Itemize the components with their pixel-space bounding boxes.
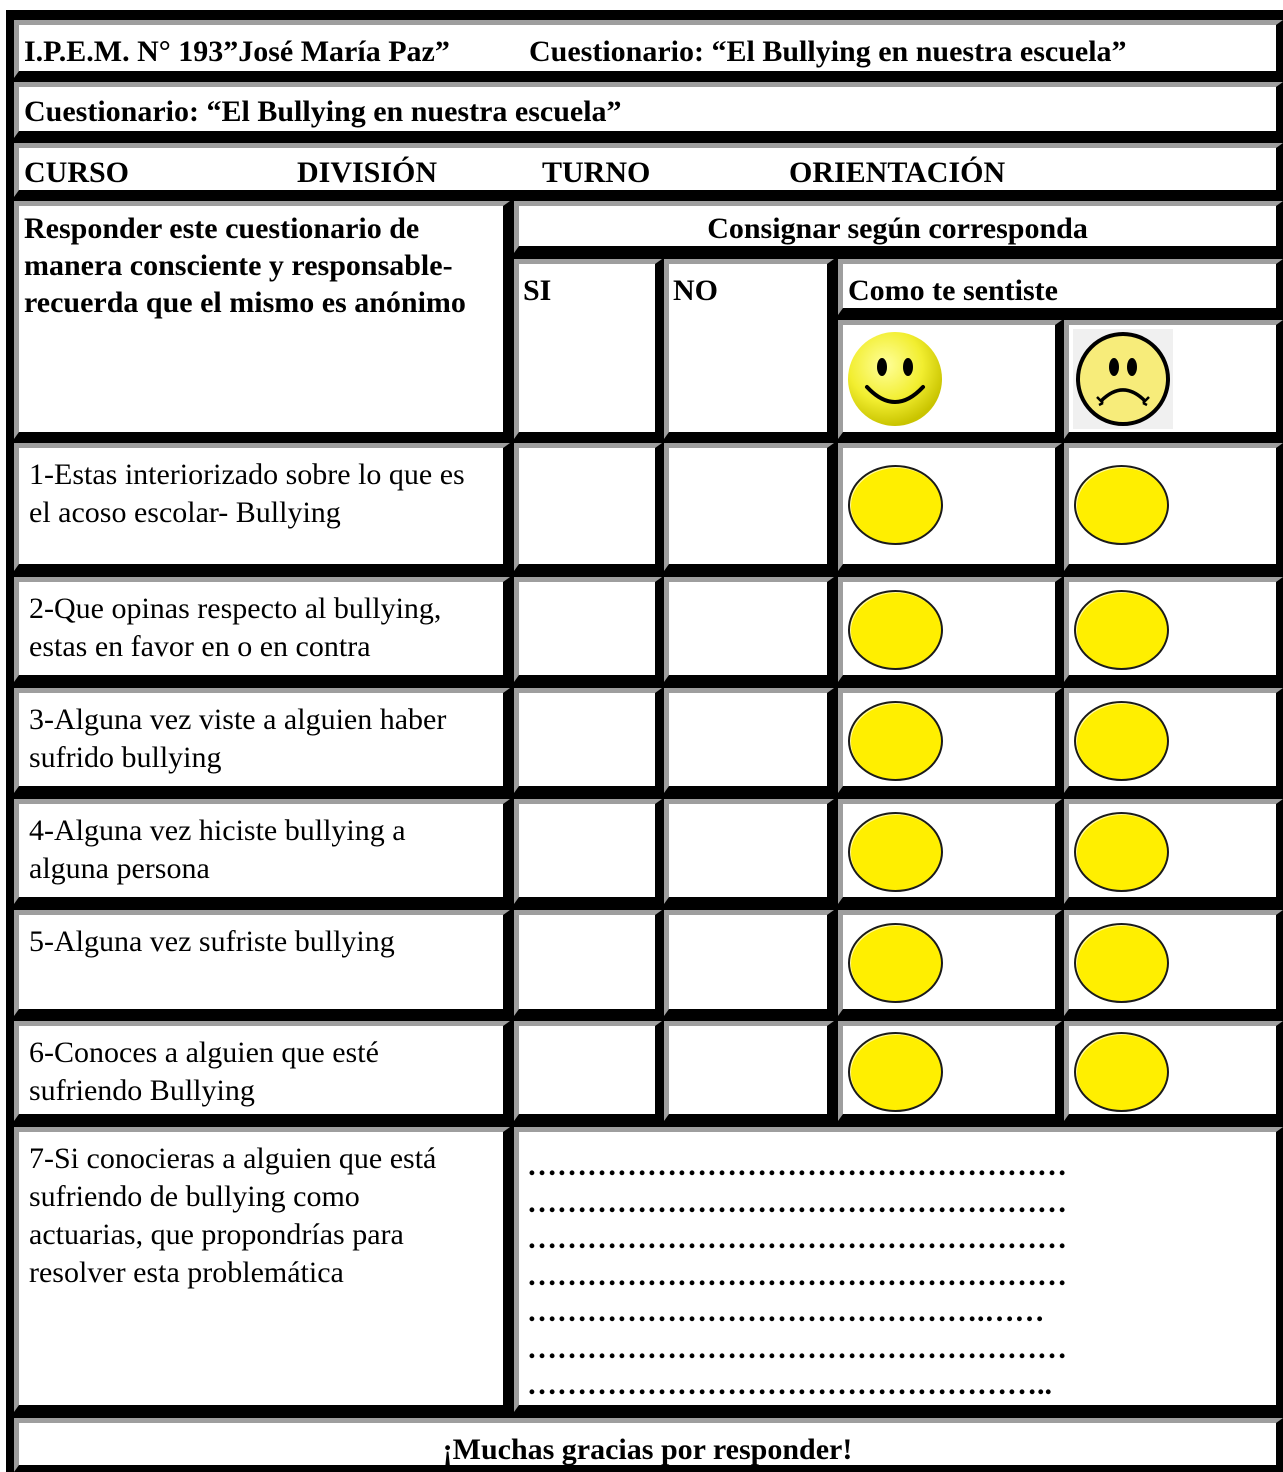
question-cell — [14, 688, 510, 793]
sad-answer-cell[interactable] — [1064, 1021, 1283, 1121]
instructions-cell — [14, 201, 510, 439]
instructions-text: Responder este cuestionario de manera consciente y responsable- recuerda que el mismo es anónimo — [24, 212, 466, 319]
feeling-header-cell — [838, 259, 1283, 315]
no-answer-cell[interactable] — [664, 688, 834, 793]
happy-answer-cell[interactable] — [838, 1021, 1062, 1121]
no-answer-cell[interactable] — [664, 1021, 834, 1121]
sad-icon-cell — [1064, 320, 1283, 439]
no-header-cell — [664, 259, 834, 439]
open-question-text: 7-Si conocieras a alguien que está sufriendo de bullying como actuarias, que propondrías para resolver esta problemática — [29, 1142, 437, 1289]
si-answer-cell[interactable] — [514, 1021, 662, 1121]
sad-answer-cell[interactable] — [1064, 799, 1283, 904]
question-text: 4-Alguna vez hiciste bullying a alguna persona — [29, 814, 406, 885]
header-title: Cuestionario: “El Bullying en nuestra escuela” — [529, 35, 1127, 68]
footer-cell — [14, 1418, 1283, 1472]
subtitle: Cuestionario: “El Bullying en nuestra escuela” — [24, 95, 622, 128]
si-answer-cell[interactable] — [514, 688, 662, 793]
school-name: I.P.E.M. N° 193”José María Paz” — [24, 35, 450, 68]
no-answer-cell[interactable] — [664, 577, 834, 682]
happy-answer-cell[interactable] — [838, 577, 1062, 682]
sad-answer-cell[interactable] — [1064, 688, 1283, 793]
field-division: DIVISIÓN — [297, 156, 438, 189]
question-text: 3-Alguna vez viste a alguien haber sufrido bullying — [29, 703, 447, 774]
question-cell — [14, 910, 510, 1016]
happy-answer-cell[interactable] — [838, 799, 1062, 904]
question-cell — [14, 799, 510, 904]
happy-choice-circle[interactable] — [848, 923, 943, 1003]
sad-choice-circle[interactable] — [1074, 1032, 1169, 1112]
no-answer-cell[interactable] — [664, 443, 834, 571]
field-turno: TURNO — [542, 156, 651, 189]
si-answer-cell[interactable] — [514, 799, 662, 904]
sad-choice-circle[interactable] — [1074, 923, 1169, 1003]
happy-answer-cell[interactable] — [838, 688, 1062, 793]
smiley-face-icon — [845, 329, 945, 429]
happy-choice-circle[interactable] — [848, 701, 943, 781]
no-label: NO — [673, 274, 718, 307]
question-text: 1-Estas interiorizado sobre lo que es el acoso escolar- Bullying — [29, 458, 465, 529]
si-answer-cell[interactable] — [514, 443, 662, 571]
happy-choice-circle[interactable] — [848, 812, 943, 892]
field-orientacion: ORIENTACIÓN — [789, 156, 1006, 189]
open-answer-area[interactable] — [514, 1127, 1283, 1412]
sad-face-icon — [1073, 329, 1173, 429]
si-header-cell — [514, 259, 662, 439]
sad-answer-cell[interactable] — [1064, 910, 1283, 1016]
question-text: 2-Que opinas respecto al bullying, estas en favor en o en contra — [29, 592, 442, 663]
happy-icon-cell — [838, 320, 1062, 439]
happy-answer-cell[interactable] — [838, 443, 1062, 571]
answer-dotted-lines: ……………………………………………… ……………………………………………… ……………………………………………… ……………………………………………… ……………………………………….…… ……………………………………………… …………………………………………….. — [527, 1149, 1067, 1401]
fields-cell — [14, 143, 1283, 197]
header-cell — [14, 20, 1283, 78]
no-answer-cell[interactable] — [664, 799, 834, 904]
column-group-header — [514, 201, 1283, 253]
si-label: SI — [523, 274, 552, 307]
sad-choice-circle[interactable] — [1074, 590, 1169, 670]
sad-choice-circle[interactable] — [1074, 465, 1169, 545]
field-curso: CURSO — [24, 156, 130, 189]
sad-choice-circle[interactable] — [1074, 812, 1169, 892]
subtitle-cell — [14, 82, 1283, 138]
happy-choice-circle[interactable] — [848, 590, 943, 670]
open-question-cell — [14, 1127, 510, 1412]
question-text: 5-Alguna vez sufriste bullying — [29, 925, 395, 958]
question-cell — [14, 443, 510, 571]
footer-thanks: ¡Muchas gracias por responder! — [442, 1433, 853, 1466]
column-group-label: Consignar según corresponda — [707, 212, 1088, 245]
happy-choice-circle[interactable] — [848, 465, 943, 545]
sad-answer-cell[interactable] — [1064, 577, 1283, 682]
si-answer-cell[interactable] — [514, 577, 662, 682]
happy-answer-cell[interactable] — [838, 910, 1062, 1016]
no-answer-cell[interactable] — [664, 910, 834, 1016]
happy-choice-circle[interactable] — [848, 1032, 943, 1112]
si-answer-cell[interactable] — [514, 910, 662, 1016]
sad-choice-circle[interactable] — [1074, 701, 1169, 781]
sad-answer-cell[interactable] — [1064, 443, 1283, 571]
question-text: 6-Conoces a alguien que esté sufriendo Bullying — [29, 1036, 379, 1107]
question-cell — [14, 577, 510, 682]
feeling-label: Como te sentiste — [848, 274, 1058, 307]
question-cell — [14, 1021, 510, 1121]
